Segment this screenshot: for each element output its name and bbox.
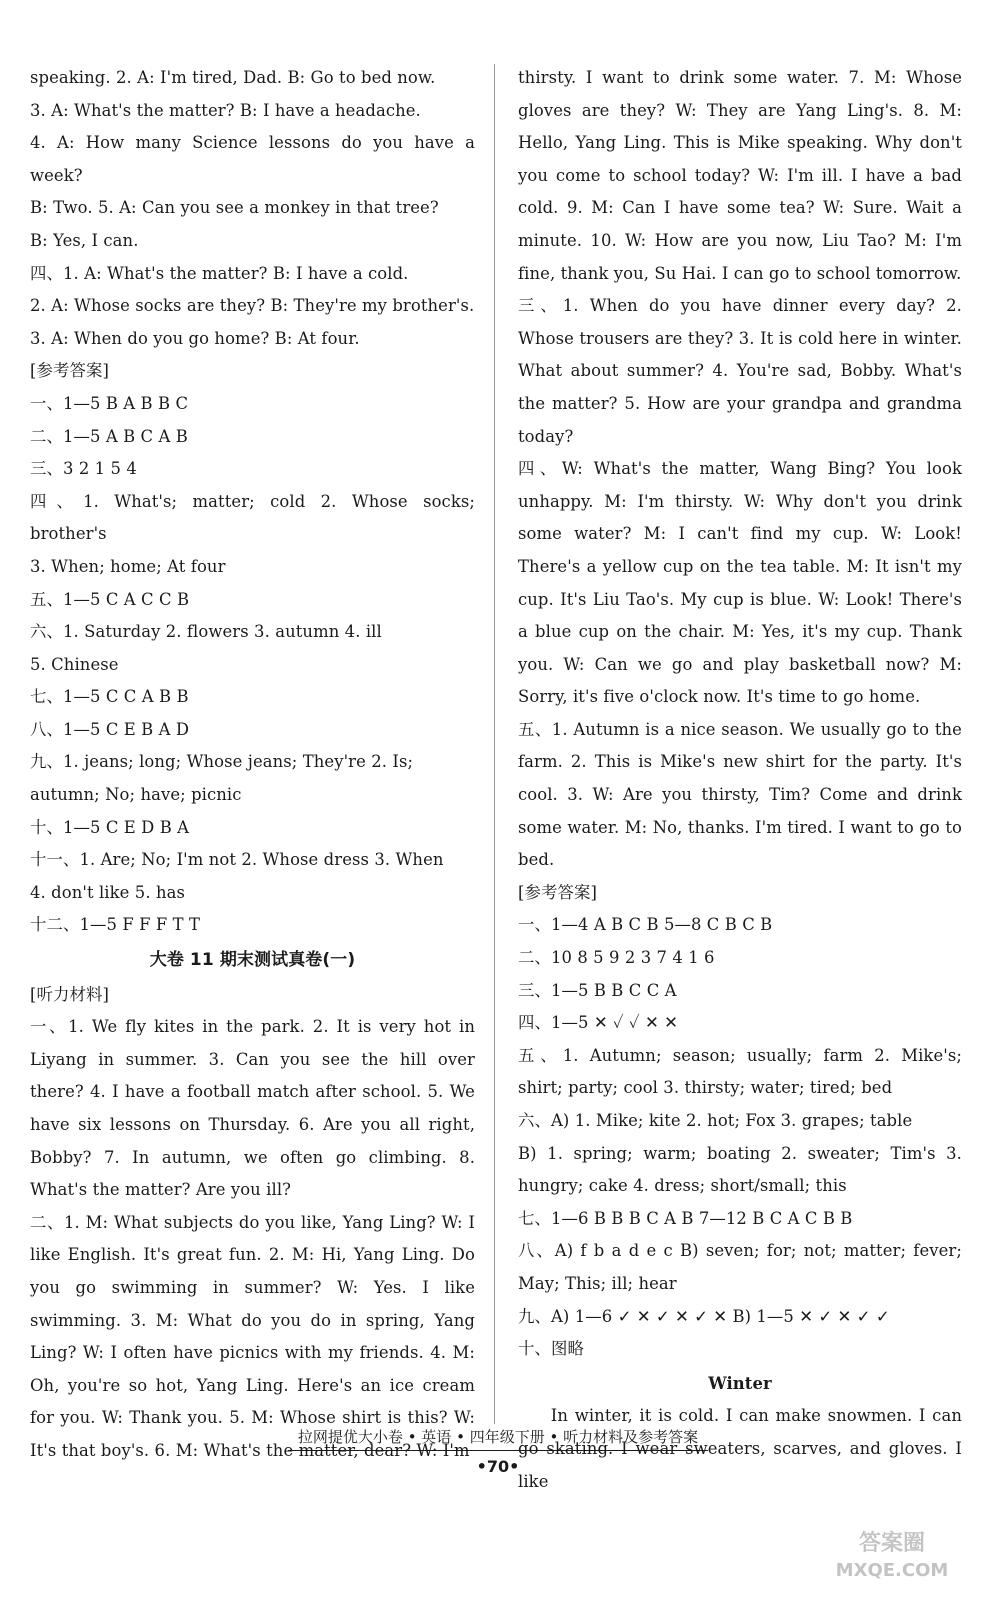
footer-title: 拉网提优大小卷 • 英语 • 四年级下册 • 听力材料及参考答案	[288, 1426, 708, 1451]
right-column	[518, 62, 962, 1498]
answer-line: 一、1—5 B A B B C	[30, 393, 189, 413]
answer-line: 十二、1—5 F F F T T	[30, 915, 201, 935]
answer-line: 八、1—5 C E B A D	[30, 719, 190, 739]
answer-line: 六、A) 1. Mike; kite 2. hot; Fox 3. grapes; table	[518, 1111, 913, 1130]
answer-line: 四、1. What's; matter; cold 2. Whose socks; brother's	[30, 491, 475, 544]
text-line: B: Two. 5. A: Can you see a monkey in that tree?	[30, 198, 439, 218]
answer-line: 七、1—5 C C A B B	[30, 687, 189, 707]
listening-paragraph: thirsty. I want to drink some water. 7. M: Whose gloves are they? W: They are Yang Ling's. 8. M: Hello, Yang Ling. This is Mike speaking. Why don't you come to school today? W: I'm ill. I have a bad cold. 9. M: Can I have some tea? W: Sure. Wait a minute. 10. W: How are you now, Liu Tao? M: I'm fine, thank you, Su Hai. I can go to school tomorrow.	[518, 68, 962, 283]
answer-line: 六、1. Saturday 2. flowers 3. autumn 4. ill	[30, 622, 382, 642]
text-line: 2. A: Whose socks are they? B: They're my brother's.	[30, 296, 475, 316]
answer-line: 四、1—5 ✕ ✓ ✓ ✕ ✕	[518, 1013, 678, 1033]
section-label: [参考答案]	[30, 361, 109, 381]
answer-line: 五、1—5 C A C C B	[30, 589, 190, 609]
text-line: 3. A: What's the matter? B: I have a headache.	[30, 100, 421, 120]
answer-line: 三、3 2 1 5 4	[30, 459, 137, 479]
left-column	[30, 62, 475, 1468]
watermark-text: 答案圈	[858, 1531, 926, 1556]
page-number: •70•	[476, 1457, 520, 1476]
answer-line: 3. When; home; At four	[30, 556, 226, 576]
answer-line: 二、10 8 5 9 2 3 7 4 1 6	[518, 948, 715, 968]
answer-line: autumn; No; have; picnic	[30, 785, 242, 805]
answer-line: 十一、1. Are; No; I'm not 2. Whose dress 3. When	[30, 850, 444, 870]
chapter-heading: 大卷 11 期末测试真卷(一)	[149, 950, 356, 971]
listening-paragraph: 一、1. We fly kites in the park. 2. It is very hot in Liyang in summer. 3. Can you see the hill over there? 4. I have a football match after school. 5. We have six lessons on Thursday. 6. Are you all right, Bobby? 7. In autumn, we often go climbing. 8. What's the matter? Are you ill?	[30, 1017, 475, 1200]
text-line: 3. A: When do you go home? B: At four.	[30, 328, 360, 348]
answer-line: 五、1. Autumn; season; usually; farm 2. Mike's; shirt; party; cool 3. thirsty; water; tired; bed	[518, 1045, 962, 1098]
text-line: B: Yes, I can.	[30, 230, 139, 250]
text-line: 4. A: How many Science lessons do you have a week?	[30, 133, 475, 185]
answer-line: 八、A) f b a d e c B) seven; for; not; matter; fever; May; This; ill; hear	[518, 1241, 962, 1293]
answer-line: 5. Chinese	[30, 654, 119, 674]
answer-line: 十、1—5 C E D B A	[30, 817, 190, 837]
listening-paragraph: 五、1. Autumn is a nice season. We usually go to the farm. 2. This is Mike's new shirt for the party. It's cool. 3. W: Are you thirsty, Tim? Come and drink some water. M: No, thanks. I'm tired. I want to go to bed.	[518, 719, 962, 870]
text-line: 四、1. A: What's the matter? B: I have a cold.	[30, 263, 409, 283]
essay-title: Winter	[708, 1373, 772, 1393]
answer-line: 七、1—6 B B B C A B 7—12 B C A C B B	[518, 1208, 853, 1228]
listening-paragraph: 三、1. When do you have dinner every day? 2. Whose trousers are they? 3. It is cold here in winter. What about summer? 4. You're sad, Bobby. What's the matter? 5. How are your grandpa and grandma today?	[518, 296, 962, 446]
section-label: [听力材料]	[30, 984, 109, 1004]
answer-line: 一、1—4 A B C B 5—8 C B C B	[518, 915, 773, 935]
watermark-logo	[818, 1522, 966, 1586]
answer-line: 三、1—5 B B C C A	[518, 980, 677, 1000]
answer-line: B) 1. spring; warm; boating 2. sweater; Tim's 3. hungry; cake 4. dress; short/small; this	[518, 1143, 962, 1196]
answer-line: 九、A) 1—6 ✓ ✕ ✓ ✕ ✓ ✕ B) 1—5 ✕ ✓ ✕ ✓ ✓	[518, 1306, 890, 1326]
listening-paragraph: 二、1. M: What subjects do you like, Yang Ling? W: I like English. It's great fun. 2. M: Hi, Yang Ling. Do you go swimming in summer? W: Yes. I like swimming. 3. M: What do you do in spring, Yang Ling? W: I often have picnics with my friends. 4. M: Oh, you're so hot, Yang Ling. Here's an ice cream for you. W: Thank you. 5. M: Whose shirt is this? W: It's that boy's. 6. M: What's the matter, dear? W: I'm	[30, 1212, 475, 1460]
answer-line: 4. don't like 5. has	[30, 882, 185, 902]
essay-text: In winter, it is cold. I can make snowmen. I can go skating. I wear sweaters, scarves, and gloves. I like	[518, 1406, 962, 1491]
page-footer	[0, 1426, 996, 1476]
answer-line: 九、1. jeans; long; Whose jeans; They're 2. Is;	[30, 752, 414, 772]
column-divider	[494, 64, 495, 1424]
watermark-url: MXQE.COM	[835, 1560, 949, 1581]
answer-line: 十、图略	[518, 1339, 584, 1359]
section-label: [参考答案]	[518, 882, 597, 902]
text-line: speaking. 2. A: I'm tired, Dad. B: Go to bed now.	[30, 68, 436, 87]
listening-paragraph: 四、W: What's the matter, Wang Bing? You look unhappy. M: I'm thirsty. W: Why don't you drink some water? M: I can't find my cup. W: Look! There's a yellow cup on the tea table. M: It isn't my cup. It's Liu Tao's. My cup is blue. W: Look! There's a blue cup on the chair. M: Yes, it's my cup. Thank you. W: Can we go and play basketball now? M: Sorry, it's five o'clock now. It's time to go home.	[518, 459, 962, 707]
answer-line: 二、1—5 A B C A B	[30, 426, 188, 446]
